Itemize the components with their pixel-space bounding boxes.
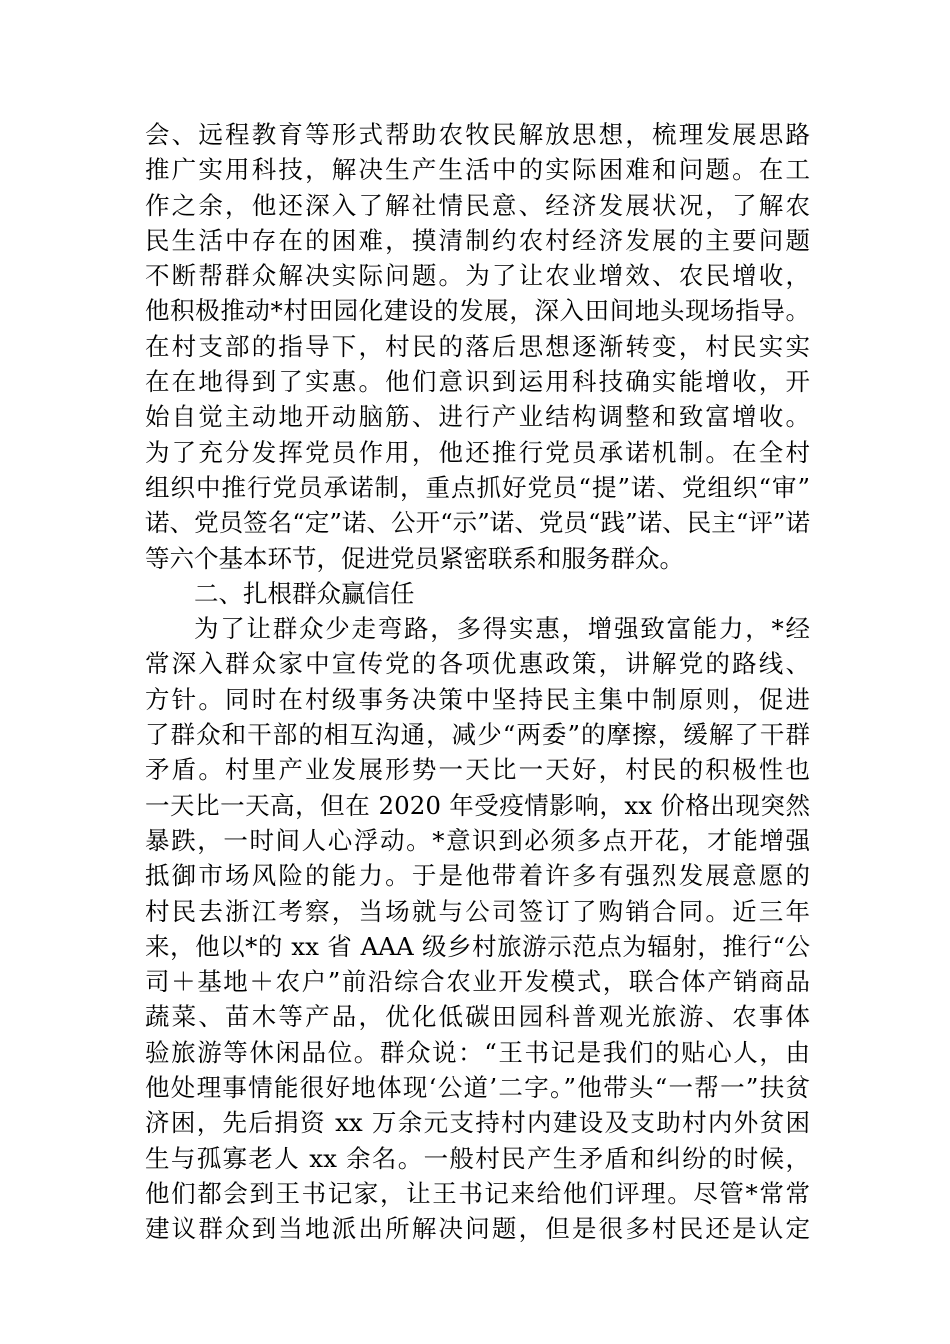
text-line: 在在地得到了实惠。他们意识到运用科技确实能增收，开 <box>145 367 810 397</box>
text-line: 始自觉主动地开动脑筋、进行产业结构调整和致富增收。 <box>145 402 810 432</box>
text-line: 推广实用科技，解决生产生活中的实际困难和问题。在工 <box>145 155 810 185</box>
text-line: 他积极推动*村田园化建设的发展，深入田间地头现场指导。 <box>145 296 810 326</box>
text-line: 他处理事情能很好地体现‘公道’二字。”他带头“一帮一”扶贫 <box>145 1073 810 1103</box>
text-line: 一天比一天高，但在 2020 年受疫情影响，xx 价格出现突然 <box>145 790 810 820</box>
text-line: 蔬菜、苗木等产品，优化低碳田园科普观光旅游、农事体 <box>145 1002 810 1032</box>
text-line: 暴跌，一时间人心浮动。*意识到必须多点开花，才能增强 <box>145 825 810 855</box>
text-line: 在村支部的指导下，村民的落后思想逐渐转变，村民实实 <box>145 331 810 361</box>
text-line: 验旅游等休闲品位。群众说：“王书记是我们的贴心人，由 <box>145 1037 810 1067</box>
text-line: 作之余，他还深入了解社情民意、经济发展状况，了解农 <box>145 190 810 220</box>
text-line: 会、远程教育等形式帮助农牧民解放思想，梳理发展思路 <box>145 120 810 149</box>
text-line: 组织中推行党员承诺制，重点抓好党员“提”诺、党组织“审” <box>145 472 810 502</box>
text-line: 方针。同时在村级事务决策中坚持民主集中制原则，促进 <box>145 684 810 714</box>
text-line: 不断帮群众解决实际问题。为了让农业增效、农民增收， <box>145 261 810 291</box>
text-line: 了群众和干部的相互沟通，减少“两委”的摩擦，缓解了干群 <box>145 720 810 750</box>
text-line: 矛盾。村里产业发展形势一天比一天好，村民的积极性也 <box>145 755 810 785</box>
text-line: 等六个基本环节，促进党员紧密联系和服务群众。 <box>145 543 684 573</box>
text-line: 济困，先后捐资 xx 万余元支持村内建设及支助村内外贫困 <box>145 1108 810 1138</box>
text-line: 他们都会到王书记家，让王书记来给他们评理。尽管*常常 <box>145 1178 810 1208</box>
text-line: 司＋基地＋农户”前沿综合农业开发模式，联合体产销商品 <box>145 967 810 997</box>
text-line: 民生活中存在的困难，摸清制约农村经济发展的主要问题 <box>145 225 810 255</box>
text-line: 诺、党员签名“定”诺、公开“示”诺、党员“践”诺、民主“评”诺 <box>145 508 810 538</box>
text-line: 抵御市场风险的能力。于是他带着许多有强烈发展意愿的 <box>145 861 810 891</box>
text-line: 生与孤寡老人 xx 余名。一般村民产生矛盾和纠纷的时候， <box>145 1143 810 1173</box>
text-line: 常深入群众家中宣传党的各项优惠政策，讲解党的路线、 <box>145 649 810 679</box>
text-line: 来，他以*的 xx 省 AAA 级乡村旅游示范点为辐射，推行“公 <box>145 931 810 961</box>
text-line: 为了充分发挥党员作用，他还推行党员承诺机制。在全村 <box>145 437 810 467</box>
text-line: 建议群众到当地派出所解决问题，但是很多村民还是认定 <box>145 1214 810 1244</box>
body-text <box>145 117 810 1247</box>
text-line: 村民去浙江考察，当场就与公司签订了购销合同。近三年 <box>145 896 810 926</box>
section-heading: 二、扎根群众赢信任 <box>194 578 415 608</box>
text-line: 为了让群众少走弯路，多得实惠，增强致富能力，*经 <box>194 614 810 644</box>
